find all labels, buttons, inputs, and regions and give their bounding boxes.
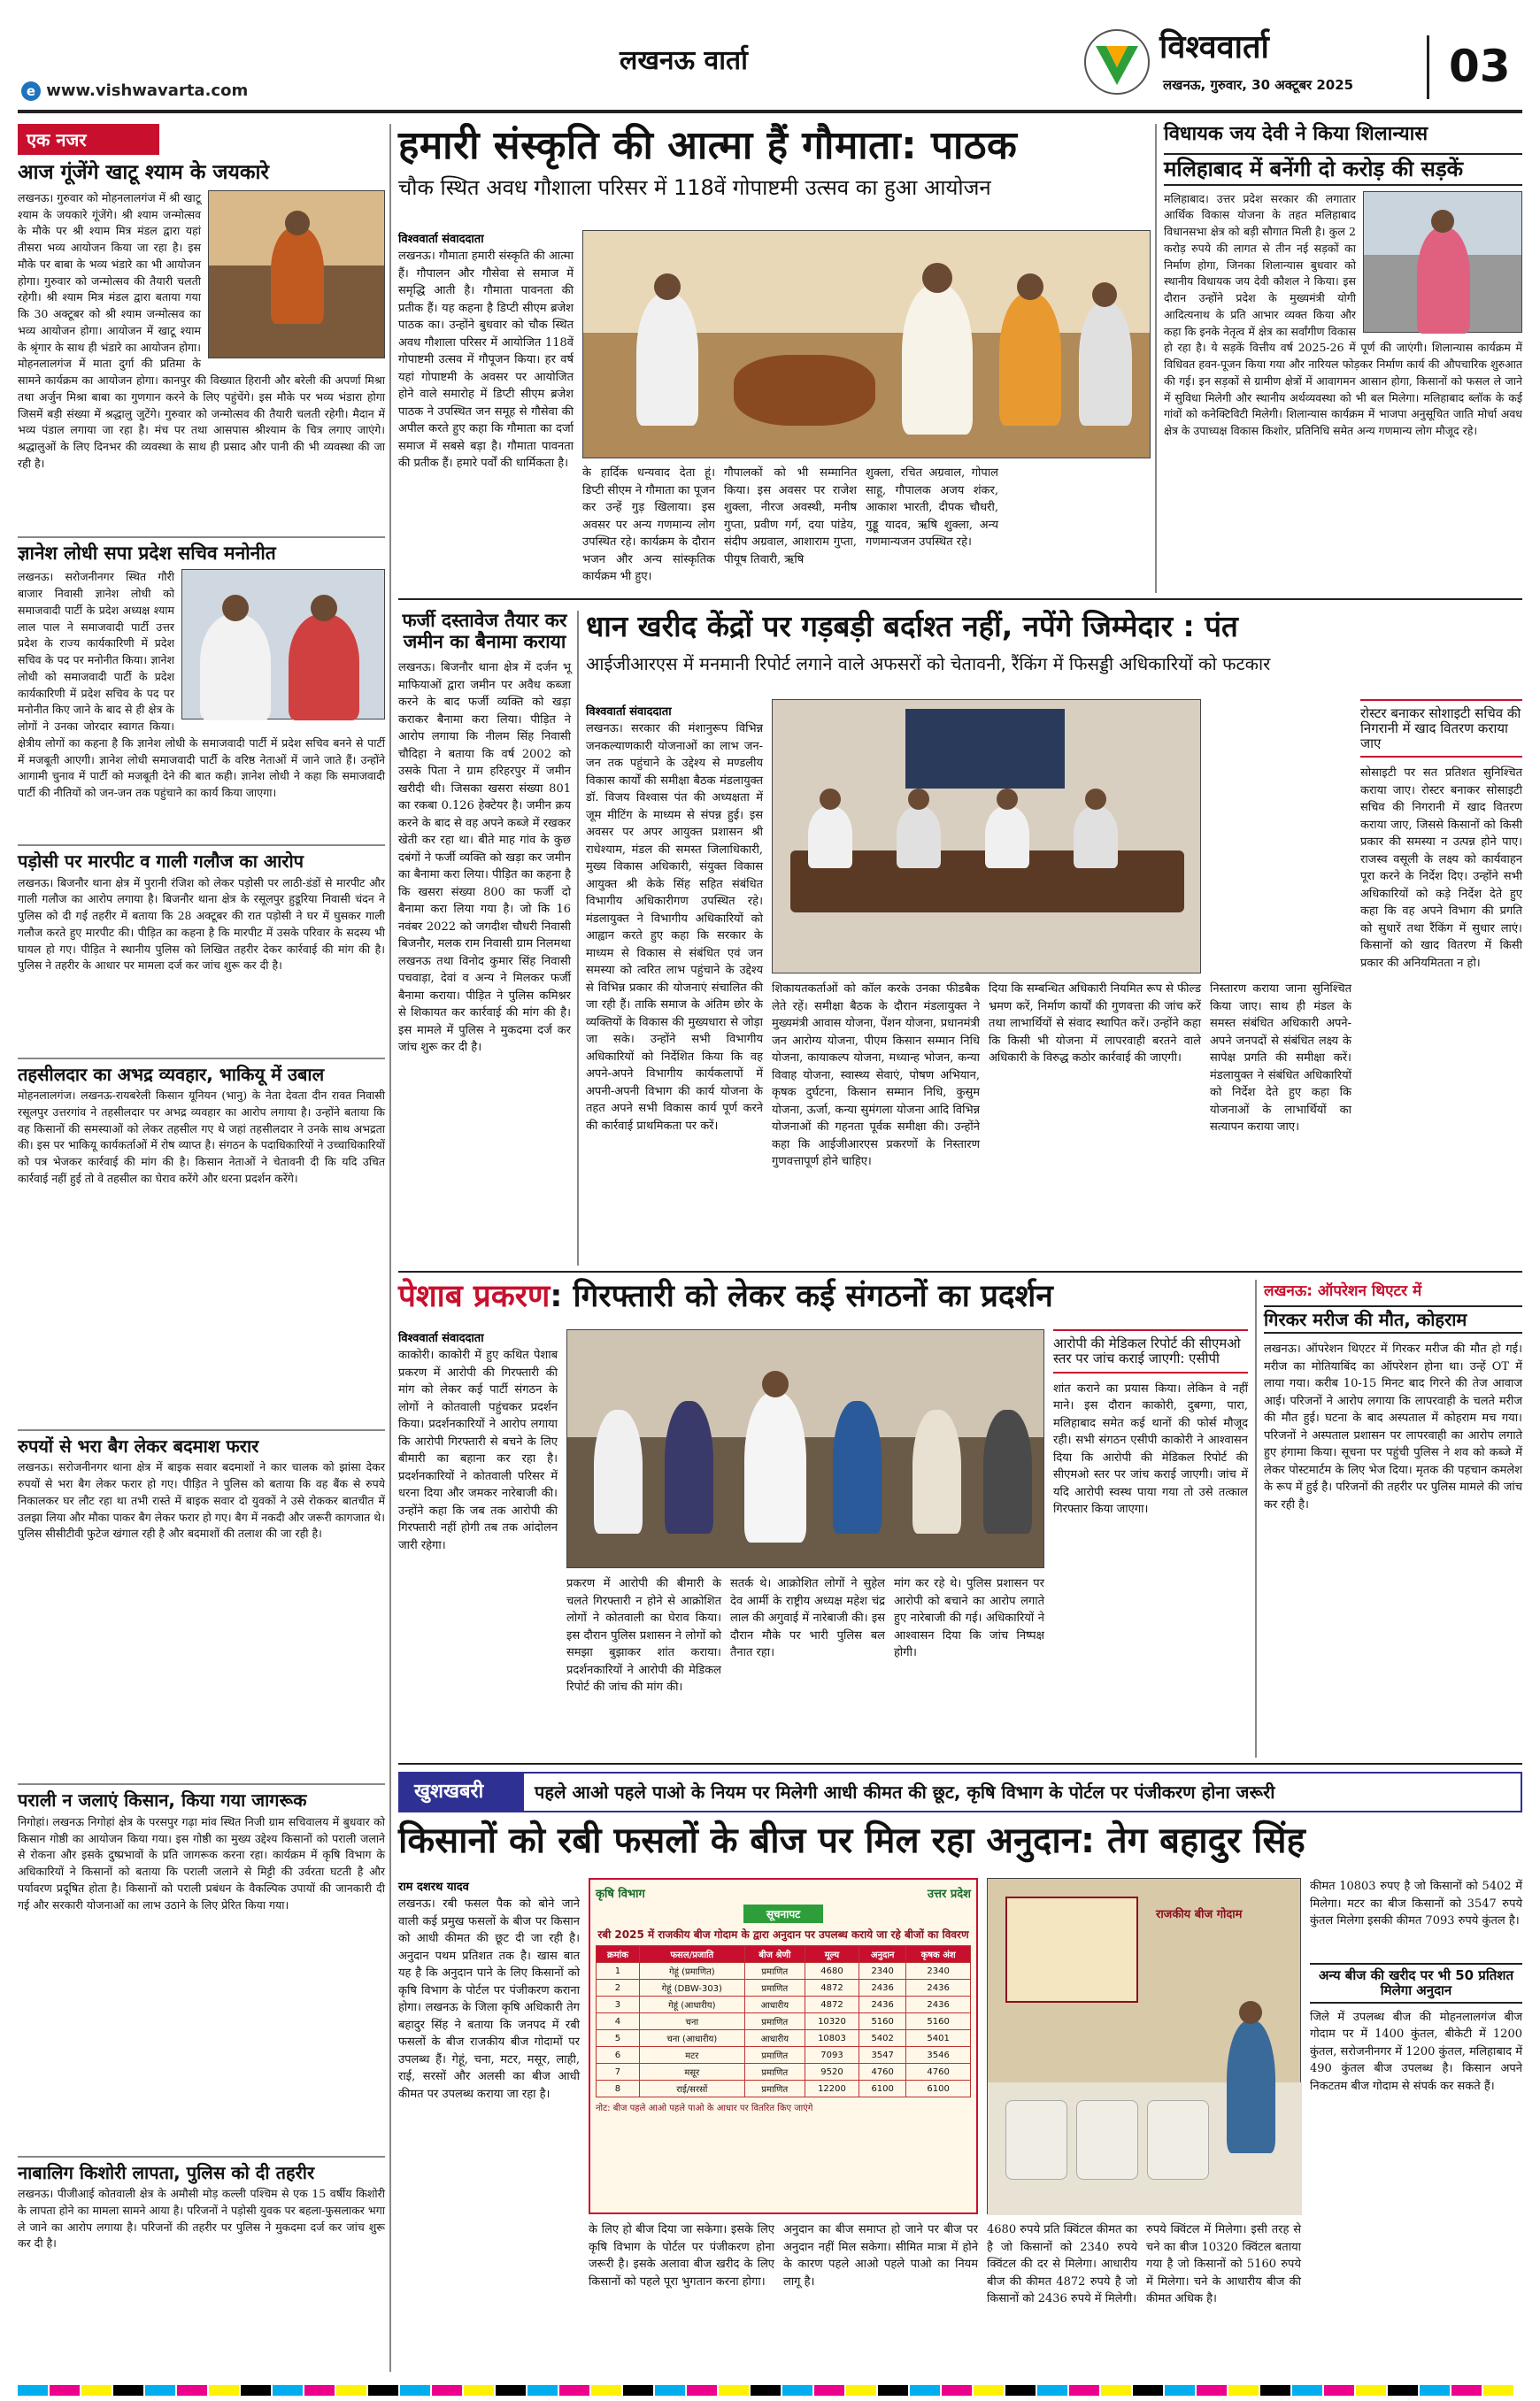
poster-title: रबी 2025 में राजकीय बीज गोदाम के द्वारा अनुदान पर उपलब्ध कराये जा रहे बीजों का विवरण: [597, 1928, 969, 1941]
logo-icon: [1082, 27, 1152, 97]
seed-table-cell: प्रमाणित: [744, 2064, 805, 2081]
brief-body: लखनऊ। सरोजनीनगर स्थित गौरी बाजार निवासी ज्ञानेश लोधी को समाजवादी पार्टी के प्रदेश अध्यक्ष श्याम लाल पाल ने समाजवादी पार्टी उत्तर प्रदेश के राज्य कार्यकारिणी में प्रदेश सचिव के पद पर मनोनीत किया। ज्ञानेश लोधी को समाजवादी पार्टी के प्रदेश कार्यकारिणी में प्रदेश सचिव के पद पर मनोनीत किए जाने के बाद से ही क्षेत्र के लोगों ने उनका जोरदार स्वागत किया। क्षेत्रीय लोगों का कहना है कि ज्ञानेश लोधी के समाजवादी पार्टी में प्रदेश सचिव बनने से पार्टी में मजबूती आएगी। ज्ञानेश लोधी समाजवादी पार्टी के वरिष्ठ नेताओं में जाने जाते हैं। उन्होंने आगामी चुनाव में पार्टी को मजबूती देने की बात कही। ज्ञानेश लोधी ने कहा कि समाजवादी पार्टी की नीतियों को जन-जन तक पहुंचाने का कार्य किया जाएगा।: [18, 570, 385, 800]
dhaan-subhead: आईजीआरएस में मनमानी रिपोर्ट लगाने वाले अफसरों को चेतावनी, रैंकिंग में फिसड्डी अधिकारियों को फटकार: [586, 652, 1271, 674]
logo: [1082, 27, 1418, 97]
masthead: [0, 0, 1540, 115]
seed-table-cell: 4760: [906, 2064, 971, 2081]
seed-table-cell: गेहूं (आधारीय): [639, 1997, 744, 2013]
farzi-body: लखनऊ। बिजनौर थाना क्षेत्र में दर्जन भू माफियाओं द्वारा जमीन पर अवैध कब्जा करने के बाद फर्जी व्यक्ति को खड़ा कराकर बैनामा करा लिया। पीड़ित ने आरोप लगाया कि नीलम सिंह निवासी चौदिहा ने बताया कि वर्ष 2002 को उसके पिता ने ग्राम हरिहरपुर में जमीन खरीदी थी। जिसका खसरा संख्या 801 का रकबा 0.126 हेक्टेयर है। जमीन क्रय करने के बाद से वह अपने कब्जे में रखकर खेती कर रहा था। बीते माह गांव के कुछ दबंगों ने फर्जी व्यक्ति को खड़ा कर जमीन का बैनामा करा लिया। पीड़ित का कहना है कि खसरा संख्या 800 का फर्जी दो बैनामा करा लिया गया है। जो कि 16 नवंबर 2022 को जगदीश चौधरी निवासी बिजनौर, मलक राम निवासी ग्राम निलमथा लखनऊ तथा विनोद कुमार सिंह निवासी पचवाड़ा, देवां व अन्य ने मिलकर फर्जी बैनामा कराया। पीड़ित ने पुलिस कमिश्नर से शिकायत कर कार्रवाई की मांग की है। इस मामले में पुलिस ने मुकदमा दर्ज कर जांच शुरू कर दी है।: [398, 661, 571, 1055]
brief-headline: पड़ोसी पर मारपीट व गाली गलौज का आरोप: [18, 850, 304, 873]
lead-col4: शुक्ला, रचित अग्रवाल, गोपाल साहू, गौपालक अजय शंकर, आकाश भारती, दीपक चौधरी, गुड्डू यादव, ऋषि शुक्ला, अन्य गणमान्यजन उपस्थित रहे।: [866, 466, 998, 549]
peshab-col2: प्रकरण में आरोपी की बीमारी के चलते गिरफ्तारी न होने से आक्रोशित लोगों ने कोतवाली का घेराव किया। इस दौरान पुलिस प्रशासन ने लोगों को समझा बुझाकर शांत कराया। प्रदर्शनकारियों ने आरोपी की मेडिकल रिपोर्ट की जांच की मांग की।: [566, 1577, 721, 1694]
dateline: लखनऊ, गुरुवार, 30 अक्टूबर 2025: [1163, 77, 1354, 93]
lead-col2: के हार्दिक धन्यवाद देता हूं। डिप्टी सीएम ने गौमाता का पूजन कर उन्हें गुड़ खिलाया। इस अवसर पर अन्य गणमान्य लोग उपस्थित रहे। कार्यक्रम के दौरान भजन और अन्य सांस्कृतिक कार्यक्रम भी हुए।: [582, 466, 715, 583]
seed-poster: [589, 1878, 978, 2214]
cow-figure: [734, 355, 875, 426]
seed-table-cell: 2: [597, 1980, 640, 1997]
photo-caption: राजकीय बीज गोदाम: [1156, 1908, 1243, 1921]
seed-table-header: क्रमांक: [597, 1946, 640, 1963]
section-title: लखनऊ वार्ता: [620, 45, 748, 76]
brief-item: [18, 1065, 385, 1424]
section-rule: [398, 598, 1522, 600]
peshab-headline-row: [398, 1280, 1248, 1314]
seed-table-cell: 10803: [805, 2030, 859, 2047]
rabi-byline: राम दशरथ यादव: [398, 1881, 469, 1894]
operation-body: लखनऊ। ऑपरेशन थिएटर में गिरकर मरीज की मौत हो गई। मरीज का मोतियाबिंद का ऑपरेशन होना था। उन्हें OT में लाया गया। करीब 10-15 मिनट बाद गिरने की तेज आवाज आई। परिजनों ने आरोप लगाया कि लापरवाही के चलते मरीज की मौत हुई। घटना के बाद अस्पताल में कोहराम मच गया। परिजनों ने अस्पताल प्रशासन पर लापरवाही का आरोप लगाते हुए हंगामा किया। सूचना पर पहुंची पुलिस ने शव को कब्जे में लेकर पोस्टमार्टम के लिए भेज दिया। मृतक की पहचान कमलेश के रूप में हुई है। परिजनों की तहरीर पर पुलिस मामले की जांच कर रही है।: [1264, 1343, 1522, 1512]
seed-table-cell: 4760: [859, 2064, 906, 2081]
dhaan-col2: शिकायतकर्ताओं को कॉल करके उनका फीडबैक लेते रहें। समीक्षा बैठक के दौरान मंडलायुक्त ने मुख्यमंत्री आवास योजना, पेंशन योजना, प्रधानमंत्री जन आरोग्य योजना, पीएम किसान सम्मान निधि योजना, कायाकल्प योजना, मध्यान्ह भोजन, कन्या विवाह योजना, स्वास्थ्य सेवाएं, पोषण अभियान, कृषक दुर्घटना, किसान सम्मान निधि, कुसुम योजना, ऊर्जा, कन्या सुमंगला योजना आदि विभिन्न योजनाओं की गहनता पूर्वक समीक्षा की। उन्होंने कहा कि आईजीआरएस प्रकरणों के निस्तारण गुणवत्तापूर्ण होने चाहिए।: [772, 982, 980, 1168]
operation-story: [1264, 1280, 1522, 1758]
seed-table-cell: प्रमाणित: [744, 1980, 805, 1997]
seed-table-cell: 9520: [805, 2064, 859, 2081]
website-link[interactable]: e www.vishwavarta.com: [21, 81, 248, 101]
operation-headline: गिरकर मरीज की मौत, कोहराम: [1264, 1305, 1522, 1334]
seed-table-cell: 6: [597, 2047, 640, 2064]
brief-body: लखनऊ। पीजीआई कोतवाली क्षेत्र के अमौसी मोड़ कल्ली पश्चिम से एक 15 वर्षीय किशोरी के लापता होने का मामला सामने आया है। परिजनों ने पड़ोसी युवक पर बहला-फुसलाकर भगा ले जाने का आरोप लगाया है। परिजनों की तहरीर पर पुलिस ने मुकदमा दर्ज कर जांच शुरू कर दी है।: [18, 2187, 385, 2251]
shilanyas-body: मलिहाबाद। उत्तर प्रदेश सरकार की लगातार आर्थिक विकास योजना के तहत मलिहाबाद विधानसभा क्षेत्र को बड़ी सौगात मिली है। कुल 2 करोड़ रुपये की लागत से तीन नई सड़कों का निर्माण होगा, जिनका शिलान्यास बुधवार को स्थानीय विधायक जय देवी कौशल ने किया। इस दौरान उन्होंने प्रदेश के मुख्यमंत्री योगी आदित्यनाथ के प्रति आभार व्यक्त किया और कहा कि इनके नेतृत्व में क्षेत्र का सर्वांगीण विकास हो रहा है। ये सड़कें वित्तीय वर्ष 2025-26 में पूर्ण की जाएंगी। शिलान्यास कार्यक्रम में विधिवत हवन-पूजन किया गया और नारियल फोड़कर निर्माण कार्य की औपचारिक शुरुआत की गई। इन सड़कों से ग्रामीण क्षेत्रों में आवागमन आसान होगा, किसानों को फसल ले जाने में सुविधा मिलेगी और स्थानीय अर्थव्यवस्था को भी बल मिलेगा। मलिहाबाद ब्लॉक के कई गांवों को कनेक्टिविटी मिलेगी। शिलान्यास कार्यक्रम में भाजपा अनुसूचित जाति मोर्चा अवध क्षेत्र के उपाध्यक्ष विकास किशोर, प्रतिनिधि समेत अन्य गणमान्य लोग मौजूद रहे।: [1164, 191, 1522, 437]
dhaan-col1: लखनऊ। सरकार की मंशानुरूप विभिन्न जनकल्याणकारी योजनाओं का लाभ जन-जन तक पहुंचाने के उद्देश्य से मण्डलीय विकास कार्यों की समीक्षा बैठक मंडलायुक्त डॉ. विजय विश्वास पंत की अध्यक्षता में जूम मीटिंग के माध्यम से संपन्न हुई। इस अवसर पर अपर आयुक्त प्रशासन श्री राधेश्याम, मंडल की समस्त जिलाधिकारी, मुख्य विकास अधिकारी, संयुक्त विकास आयुक्त श्री केके सिंह सहित संबंधित विभागीय अधिकारीगण उपस्थित रहे। मंडलायुक्त ने विभागीय अधिकारियों को आह्वान करते हुए कहा कि सरकार के माध्यम से विकास से संबंधित एवं जन समस्या को त्वरित लाभ पहुंचाने के उद्देश्य से विभिन्न प्रकार की योजनाएं संचालित की जा रही हैं। ताकि समाज के अंतिम छोर के व्यक्तियों के विकास की मुख्यधारा से जोड़ा जा सके। उन्होंने सभी विभागीय अधिकारियों को निर्देशित किया कि वह अपने-अपने विभागीय कार्यकलापों में अपनी-अपनी विभाग की कार्य योजना के तहत अपने सभी विकास कार्य पूर्ण करने की कार्रवाई प्राथमिकता पर करें।: [586, 722, 763, 1133]
lead-subhead: चौक स्थित अवध गौशाला परिसर में 118वें गोपाष्टमी उत्सव का हुआ आयोजन: [398, 175, 991, 201]
seed-table-cell: 12200: [805, 2081, 859, 2097]
seed-table-cell: आधारीय: [744, 1997, 805, 2013]
seed-table-cell: 4872: [805, 1997, 859, 2013]
dhaan-headline: धान खरीद केंद्रों पर गड़बड़ी बर्दाश्त नहीं, नपेंगे जिम्मेदार : पंत: [586, 609, 1238, 643]
rabi-col5: रुपये क्विंटल में मिलेगा। इसी तरह से चने का बीज 10320 क्विंटल बताया गया है जो किसानों को 5160 रुपये में मिलेगा। चने के आधारीय बीज की कीमत अधिक है।: [1146, 2223, 1301, 2305]
seed-table-cell: 5160: [859, 2013, 906, 2030]
seed-table-cell: चना: [639, 2013, 744, 2030]
dhaan-byline: विश्ववार्ता संवाददाता: [586, 705, 672, 719]
shilanyas-photo: [1363, 191, 1522, 333]
brief-item: [18, 1436, 385, 1778]
shilanyas-subhead: मलिहाबाद में बनेंगी दो करोड़ की सड़कें: [1164, 153, 1522, 186]
seed-table-cell: 10320: [805, 2013, 859, 2030]
seed-table-row: [597, 2030, 971, 2047]
seed-table-cell: 3: [597, 1997, 640, 2013]
globe-icon: e: [21, 81, 41, 101]
seed-table-cell: चना (आधारीय): [639, 2030, 744, 2047]
seed-table: [596, 1945, 971, 2097]
peshab-col1: काकोरी। काकोरी में हुए कथित पेशाब प्रकरण में आरोपी की गिरफ्तारी की मांग को लेकर कई पार्टी संगठन के लोगों ने कोतवाली पहुंचकर प्रदर्शन किया। प्रदर्शनकारियों ने आरोप लगाया कि आरोपी गिरफ्तारी से बचने के लिए बीमारी का बहाना कर रहा है। प्रदर्शनकारियों ने कोतवाली परिसर में धरना दिया और जमकर नारेबाजी की। उन्होंने कहा कि जब तक आरोपी की गिरफ्तारी नहीं होगी तब तक आंदोलन जारी रहेगा।: [398, 1349, 558, 1552]
seed-table-header: बीज श्रेणी: [744, 1946, 805, 1963]
seed-table-cell: प्रमाणित: [744, 2047, 805, 2064]
seed-table-cell: 2436: [906, 1997, 971, 2013]
seed-table-row: [597, 2081, 971, 2097]
protest-photo: [566, 1329, 1044, 1568]
dhaan-col4: निस्तारण कराया जाना सुनिश्चित किया जाए। साथ ही मंडल के समस्त संबंधित अधिकारी अपने-अपने जनपदों से संबंधित लक्ष्य के सापेक्ष प्रगति की समीक्षा करें। मंडलायुक्त ने संबंधित अधिकारियों को निर्देश देते हुए कहा कि योजनाओं के लाभार्थियों का सत्यापन कराया जाए।: [1210, 982, 1351, 1134]
brief-body: लखनऊ। बिजनौर थाना क्षेत्र में पुरानी रंजिश को लेकर पड़ोसी पर लाठी-डंडों से मारपीट और गाली गलौज का आरोप लगाया है। बिजनौर थाना क्षेत्र के रसूलपुर हुडूरिया निवासी चंदन ने पुलिस को दी गई तहरीर में बताया कि 28 अक्टूबर की रात पड़ोसी ने घर में घुसकर गाली गलौज करते हुए मारपीट की। पीड़ित का कहना है कि मारपीट में उसके परिवार के सदस्य भी घायल हो गए। पीड़ित ने स्थानीय पुलिस को लिखित तहरीर देकर कार्रवाई की मांग की है। पुलिस ने तहरीर के आधार पर मामला दर्ज कर जांच शुरू कर दी है।: [18, 875, 385, 973]
peshab-headline: : गिरफ्तारी को लेकर कई संगठनों का प्रदर्शन: [550, 1279, 1053, 1314]
seed-table-cell: 7093: [805, 2047, 859, 2064]
dhaan-story: [586, 611, 1522, 1266]
peshab-story: [398, 1280, 1248, 1758]
rabi-headline: किसानों को रबी फसलों के बीज पर मिल रहा अनुदान: तेग बहादुर सिंह: [398, 1820, 1305, 1861]
seed-table-cell: 4872: [805, 1980, 859, 1997]
column-divider: [577, 611, 579, 1266]
shilanyas-headline: विधायक जय देवी ने किया शिलान्यास: [1164, 123, 1428, 145]
lead-col3: गौपालकों को भी सम्मानित किया। इस अवसर पर राजेश शुक्ला, नीरज अवस्थी, मनीष गुप्ता, प्रवीण गर्ग, दया पांडेय, संदीप अग्रवाल, आशाराम गुप्ता, पीयूष तिवारी, ऋषि: [724, 466, 857, 566]
seed-table-cell: प्रमाणित: [744, 2013, 805, 2030]
rabi-col6: कीमत 10803 रुपए है जो किसानों को 5402 में मिलेगा। मटर का बीज किसानों को 3547 रुपये कुंतल मिलेगा इसकी कीमत 7093 रुपये कुंतल है।: [1310, 1880, 1522, 1928]
dhaan-sidebar: [1360, 699, 1522, 1261]
seed-table-cell: 7: [597, 2064, 640, 2081]
brief-item: [18, 162, 385, 531]
rabi-sub-head: अन्य बीज की खरीद पर भी 50 प्रतिशत मिलेगा अनुदान: [1310, 1963, 1522, 2004]
brief-item: [18, 851, 385, 1051]
rabi-col6b: जिले में उपलब्ध बीज की मोहनलालगंज बीज गोदाम पर में 1400 कुंतल, बीकेटी में 1200 कुंतल, सरोजनीनगर में 1200 कुंतल, मलिहाबाद में 490 कुंतल बीज उपलब्ध है। किसान अपने निकटतम बीज गोदाम से संपर्क कर सकते हैं।: [1310, 2010, 1522, 2093]
masthead-rule: [18, 110, 1522, 113]
seed-godown-photo: [987, 1878, 1301, 2214]
poster-dept: कृषि विभाग: [596, 1888, 645, 1901]
logo-text: विश्ववार्ता: [1159, 29, 1269, 65]
lead-headline: हमारी संस्कृति की आत्मा हैं गौमाता: पाठक: [398, 123, 1018, 168]
poster-tag: सूचनापट: [743, 1905, 823, 1923]
seed-table-cell: 3547: [859, 2047, 906, 2064]
seed-table-cell: 6100: [906, 2081, 971, 2097]
review-meeting-photo: [772, 699, 1201, 973]
shilanyas-story: [1164, 124, 1522, 593]
seed-table-cell: गेहूं (प्रमाणित): [639, 1963, 744, 1980]
seed-table-cell: 8: [597, 2081, 640, 2097]
seed-table-header: अनुदान: [859, 1946, 906, 1963]
rabi-right-column: [1310, 1878, 1522, 2369]
page-number: 03: [1427, 35, 1524, 99]
seed-table-cell: प्रमाणित: [744, 2081, 805, 2097]
farzi-story: [398, 611, 571, 1266]
column-divider: [389, 124, 391, 2372]
brief-body: लखनऊ। गुरुवार को मोहनलालगंज में श्री खाटू श्याम के जयकारे गूंजेंगे। श्री श्याम जन्मोत्सव के मौके पर श्री श्याम मित्र मंडल द्वारा यहां तीसरा भव्य आयोजन किया जा रहा है। इस मौके पर बाबा के भव्य भंडारे का भी आयोजन होगा। गुरुवार को जन्मोत्सव की तैयारी चलती रहेगी। श्री श्याम मित्र मंडल द्वारा बताया गया कि 30 अक्टूबर को श्री श्याम जन्मोत्सव का भव्य आयोजन होगा। आयोजन में खाटू श्याम के श्रृंगार के साथ ही भंडारे का आयोजन होगा। मोहनलालगंज में माता दुर्गा की प्रतिमा के सामने कार्यक्रम का आयोजन होगा। कानपुर की विख्यात हिरानी और बरेली की अपर्णा मिश्रा तथा अर्जुन मिश्रा बाबा का गुणगान करने के लिए पहुंचेंगे। इस मौके पर भव्य भंडारा होगा जिसमें बड़ी संख्या में श्रद्धालु जुटेंगे। गुरुवार को जन्मोत्सव की तैयारी चलती रहेगी। मैदान में भव्य पंडाल लगाया जा रहा है। मंच पर तथा आसपास श्रीश्याम के चित्र लगाए जाएंगे। श्रद्धालुओं के लिए दिनभर की व्यवस्था के साथ ही प्रसाद और पानी की भी व्यवस्था की जा रही है।: [18, 190, 385, 470]
peshab-col3: सतर्क थे। आक्रोशित लोगों ने सुहेल देव आर्मी के राष्ट्रीय अध्यक्ष महेश चंद्र लाल की अगुवाई में नारेबाजी की। इस दौरान मौके पर भारी पुलिस बल तैनात रहा।: [730, 1577, 885, 1659]
brief-headline: नाबालिग किशोरी लापता, पुलिस को दी तहरीर: [18, 2161, 315, 2183]
rabi-col2: के लिए हो बीज दिया जा सकेगा। इसके लिए कृषि विभाग के पोर्टल पर पंजीकरण होना जरूरी है। इसके अलावा बीज खरीद के लिए किसानों को पहले पूरा भुगतान करना होगा।: [589, 2223, 774, 2289]
rabi-col4: 4680 रुपये प्रति क्विंटल कीमत का है जो किसानों को 2340 रुपये क्विंटल की दर से मिलेगा। आधारीय बीज की कीमत 4872 रुपये है जो किसानों को 2436 रुपये में मिलेगी।: [987, 2223, 1137, 2305]
seed-table-cell: 2436: [859, 1980, 906, 1997]
brief-body: लखनऊ। सरोजनीनगर थाना क्षेत्र में बाइक सवार बदमाशों ने कार चालक को झांसा देकर रुपयों से भरा बैग लेकर फरार हो गए। पीड़ित ने पुलिस को बताया कि वह बैंक से रुपये निकालकर घर लौट रहा था तभी रास्ते में बाइक सवार दो युवकों ने उसे रोककर बातचीत में उलझा लिया और मौका पाकर बैग लेकर फरार हो गए। बैग में नकदी और जरूरी कागजात थे। पुलिस सीसीटीवी फुटेज खंगाल रही है और बदमाशों की तलाश की जा रही है।: [18, 1460, 385, 1541]
gau-puja-photo: [582, 230, 1151, 458]
seed-table-cell: 5401: [906, 2030, 971, 2047]
brief-headline: आज गूंजेंगे खाटू श्याम के जयकारे: [18, 161, 269, 184]
seed-table-header: मूल्य: [805, 1946, 859, 1963]
seed-table-cell: 1: [597, 1963, 640, 1980]
ek-nazar-column: [18, 124, 385, 2372]
seed-table-cell: 6100: [859, 2081, 906, 2097]
peshab-col4: मांग कर रहे थे। पुलिस प्रशासन पर आरोपी को बचाने का आरोप लगाते हुए नारेबाजी की गई। अधिकारियों ने आश्वासन दिया कि जांच निष्पक्ष होगी।: [894, 1577, 1044, 1659]
lead-story: [398, 124, 1151, 593]
seed-table-cell: आधारीय: [744, 2030, 805, 2047]
dhaan-col3: दिया कि सम्बन्धित अधिकारी नियमित रूप से फील्ड भ्रमण करें, निर्माण कार्यों की गुणवत्ता की जांच करें तथा लाभार्थियों से संवाद स्थापित करें। उन्होंने कहा कि किसी भी योजना में लापरवाही बरतने वाले अधिकारी के विरुद्ध कठोर कार्रवाई की जाएगी।: [989, 982, 1201, 1065]
brief-body: निगोहां। लखनऊ निगोहां क्षेत्र के परसपुर गढ़ा मांव स्थित निजी ग्राम सचिवालय में बुधवार को किसान गोष्ठी का आयोजन किया गया। इस गोष्ठी का मुख्य उद्देश्य किसानों को पराली जलाने से रोकना और इसके दुष्प्रभावों के प्रति जागरूक करना रहा। कार्यक्रम में कृषि विभाग के अधिकारियों ने किसानों को बताया कि पराली जलाने से मिट्टी की उर्वरता घटती है और पर्यावरण प्रदूषित होता है। किसानों को पराली प्रबंधन के वैकल्पिक उपायों की जानकारी दी गई और सरकारी योजनाओं का लाभ उठाने के लिए प्रेरित किया गया।: [18, 1814, 385, 1912]
peshab-label: पेशाब प्रकरण: [398, 1279, 551, 1314]
brief-headline: पराली न जलाएं किसान, किया गया जागरूक: [18, 1789, 307, 1812]
seed-table-cell: मटर: [639, 2047, 744, 2064]
seed-table-row: [597, 2013, 971, 2030]
brief-headline: ज्ञानेश लोधी सपा प्रदेश सचिव मनोनीत: [18, 542, 276, 564]
seed-table-header: फसल/प्रजाति: [639, 1946, 744, 1963]
rabi-story: [398, 1821, 1522, 2374]
peshab-side-head: आरोपी की मेडिकल रिपोर्ट की सीएमओ स्तर पर जांच कराई जाएगी: एसीपी: [1053, 1329, 1248, 1374]
brief-body: मोहनलालगंज। लखनऊ-रायबरेली किसान यूनियन (भानु) के नेता देवता दीन रावत निवासी रसूलपुर उत्तरगांव ने तहसीलदार पर अभद्र व्यवहार का आरोप लगाया है। उन्होंने बताया कि वह किसानों की समस्याओं को लेकर तहसील गए थे जहां तहसीलदार ने उनके साथ अभद्रता की। इस पर भाकियू कार्यकर्ताओं में रोष व्याप्त है। संगठन के पदाधिकारियों ने उच्चाधिकारियों को पत्र भेजकर कार्रवाई की मांग की है। किसान नेताओं ने चेतावनी दी कि यदि उचित कार्रवाई नहीं हुई तो वे तहसील का घेराव करेंगे और धरना प्रदर्शन करेंगे।: [18, 1089, 385, 1185]
gyanesh-lodhi-photo: [181, 569, 385, 720]
seed-table-cell: 2436: [859, 1997, 906, 2013]
seed-table-cell: गेहूं (DBW-303): [639, 1980, 744, 1997]
khatu-shyam-photo: [208, 190, 385, 358]
brief-headline: तहसीलदार का अभद्र व्यवहार, भाकियू में उबाल: [18, 1063, 325, 1085]
seed-table-cell: 4680: [805, 1963, 859, 1980]
khushkhabri-label: खुशखबरी: [400, 1774, 524, 1811]
seed-table-cell: 5402: [859, 2030, 906, 2047]
section-rule: [398, 1271, 1522, 1273]
seed-table-row: [597, 2064, 971, 2081]
section-rule: [398, 1763, 1522, 1765]
seed-table-header: कृषक अंश: [906, 1946, 971, 1963]
lead-col1: लखनऊ। गौमाता हमारी संस्कृति की आत्मा हैं। गौपालन और गौसेवा से समाज में समृद्धि आती है। गौमाता पावनता की प्रतीक हैं। यह कहना है डिप्टी सीएम ब्रजेश पाठक का। उन्होंने बुधवार को चौक स्थित अवध गौशाला परिसर में आयोजित 118वें गोपाष्टमी उत्सव में गौपूजन किया। हर वर्ष यहां गोपाष्टमी के अवसर पर आयोजित होने वाले समारोह में डिप्टी सीएम ब्रजेश पाठक ने उपस्थित जन समूह से गौसेवा की अपील करते हुए कहा कि गौमाता का दर्जा समाज में सबसे बड़ा है। गौमाता पावनता की प्रतीक हैं। हमारे पर्वों की धार्मिकता है।: [398, 250, 574, 470]
peshab-byline: विश्ववार्ता संवाददाता: [398, 1332, 484, 1345]
seed-table-cell: 2340: [906, 1963, 971, 1980]
dhaan-side-head: रोस्टर बनाकर सोशाइटी सचिव की निगरानी में खाद वितरण कराया जाए: [1360, 699, 1522, 758]
brief-item: [18, 2163, 385, 2310]
seed-table-cell: 2436: [906, 1980, 971, 1997]
dhaan-side-body: सोसाइटी पर सत प्रतिशत सुनिश्चित कराया जाए। रोस्टर बनाकर सोसाइटी सचिव की निगरानी में खाद वितरण कराया जाए, जिससे किसानों को किसी प्रकार की समस्या न उत्पन्न होने पाए। राजस्व वसूली के लक्ष्य को कार्यवाहन पूरा करने के निर्देश दिए। उन्होंने सभी अधिकारियों को कड़े निर्देश देते हुए कहा कि वह अपने विभाग की प्रगति को सुधारें तथा रैंकिंग में सुधार लाएं। किसानों को खाद वितरण में किसी प्रकार की अनियमितता न हो।: [1360, 766, 1522, 970]
khushkhabri-band: [398, 1772, 1522, 1812]
rabi-col1: लखनऊ। रबी फसल पैक को बोने जाने वाली कई प्रमुख फसलों के बीज पर किसान को आधी कीमत की छूट दी जा रही है। अनुदान पथम प्रतिशत तक है। खास बात यह है कि अनुदान पाने के लिए किसानों को कृषि विभाग के पोर्टल पर पंजीकरण कराना होगा। लखनऊ के जिला कृषि अधिकारी तेग बहादुर सिंह ने बताया कि जनपद में रबी फसलों के बीज राजकीय बीज गोदामों पर उपलब्ध हैं। गेहूं, चना, मटर, मसूर, लाही, राई, सरसों और अलसी का बीज आधी कीमत पर उपलब्ध कराया जा रहा है।: [398, 1897, 580, 2101]
seed-table-cell: 5: [597, 2030, 640, 2047]
lead-byline: विश्ववार्ता संवाददाता: [398, 233, 484, 246]
poster-state: उत्तर प्रदेश: [927, 1888, 971, 1901]
seed-table-cell: प्रमाणित: [744, 1963, 805, 1980]
brief-item: [18, 543, 385, 840]
farzi-headline: फर्जी दस्तावेज तैयार कर जमीन का बैनामा कराया: [402, 610, 567, 652]
poster-footer: नोट: बीज पहले आओ पहले पाओ के आधार पर वितरित किए जाएंगे: [596, 2104, 813, 2113]
peshab-side-body: शांत कराने का प्रयास किया। लेकिन वे नहीं माने। इस दौरान काकोरी, दुबग्गा, पारा, मलिहाबाद समेत कई थानों की फोर्स मौजूद रही। सभी संगठन एसीपी काकोरी ने आश्वासन दिया कि आरोपी की मेडिकल रिपोर्ट की सीएमओ स्तर पर जांच कराई जाएगी। जांच में यदि आरोपी स्वस्थ पाया गया तो उसे तत्काल गिरफ्तार किया जाएगा।: [1053, 1381, 1248, 1517]
column-divider: [1155, 124, 1157, 593]
registration-strip: [18, 2382, 1522, 2395]
seed-table-cell: मसूर: [639, 2064, 744, 2081]
seed-table-cell: 5160: [906, 2013, 971, 2030]
seed-table-cell: राई/सरसों: [639, 2081, 744, 2097]
seed-table-row: [597, 1980, 971, 1997]
notice-board-figure: [1005, 1897, 1138, 2003]
seed-table-row: [597, 1963, 971, 1980]
screen-figure: [905, 709, 1065, 789]
seed-table-cell: 4: [597, 2013, 640, 2030]
brief-headline: रुपयों से भरा बैग लेकर बदमाश फरार: [18, 1435, 259, 1458]
column-divider: [1255, 1280, 1257, 1758]
operation-label: लखनऊ: ऑपरेशन थिएटर में: [1264, 1282, 1422, 1300]
seed-table-cell: 3546: [906, 2047, 971, 2064]
rabi-col3: अनुदान का बीज समाप्त हो जाने पर बीज पर अनुदान नहीं मिल सकेगा। सीमित मात्रा में होने के कारण पहले आओ पहले पाओ का नियम लागू है।: [783, 2223, 978, 2289]
seed-table-row: [597, 2047, 971, 2064]
peshab-sidebar: [1053, 1329, 1248, 1754]
seed-table-row: [597, 1997, 971, 2013]
ek-nazar-label: एक नजर: [18, 124, 159, 155]
khushkhabri-text: पहले आओ पहले पाओ के नियम पर मिलेगी आधी कीमत की छूट, कृषि विभाग के पोर्टल पर पंजीकरण होना जरूरी: [535, 1782, 1275, 1803]
brief-item: [18, 1790, 385, 2150]
seed-table-cell: 2340: [859, 1963, 906, 1980]
